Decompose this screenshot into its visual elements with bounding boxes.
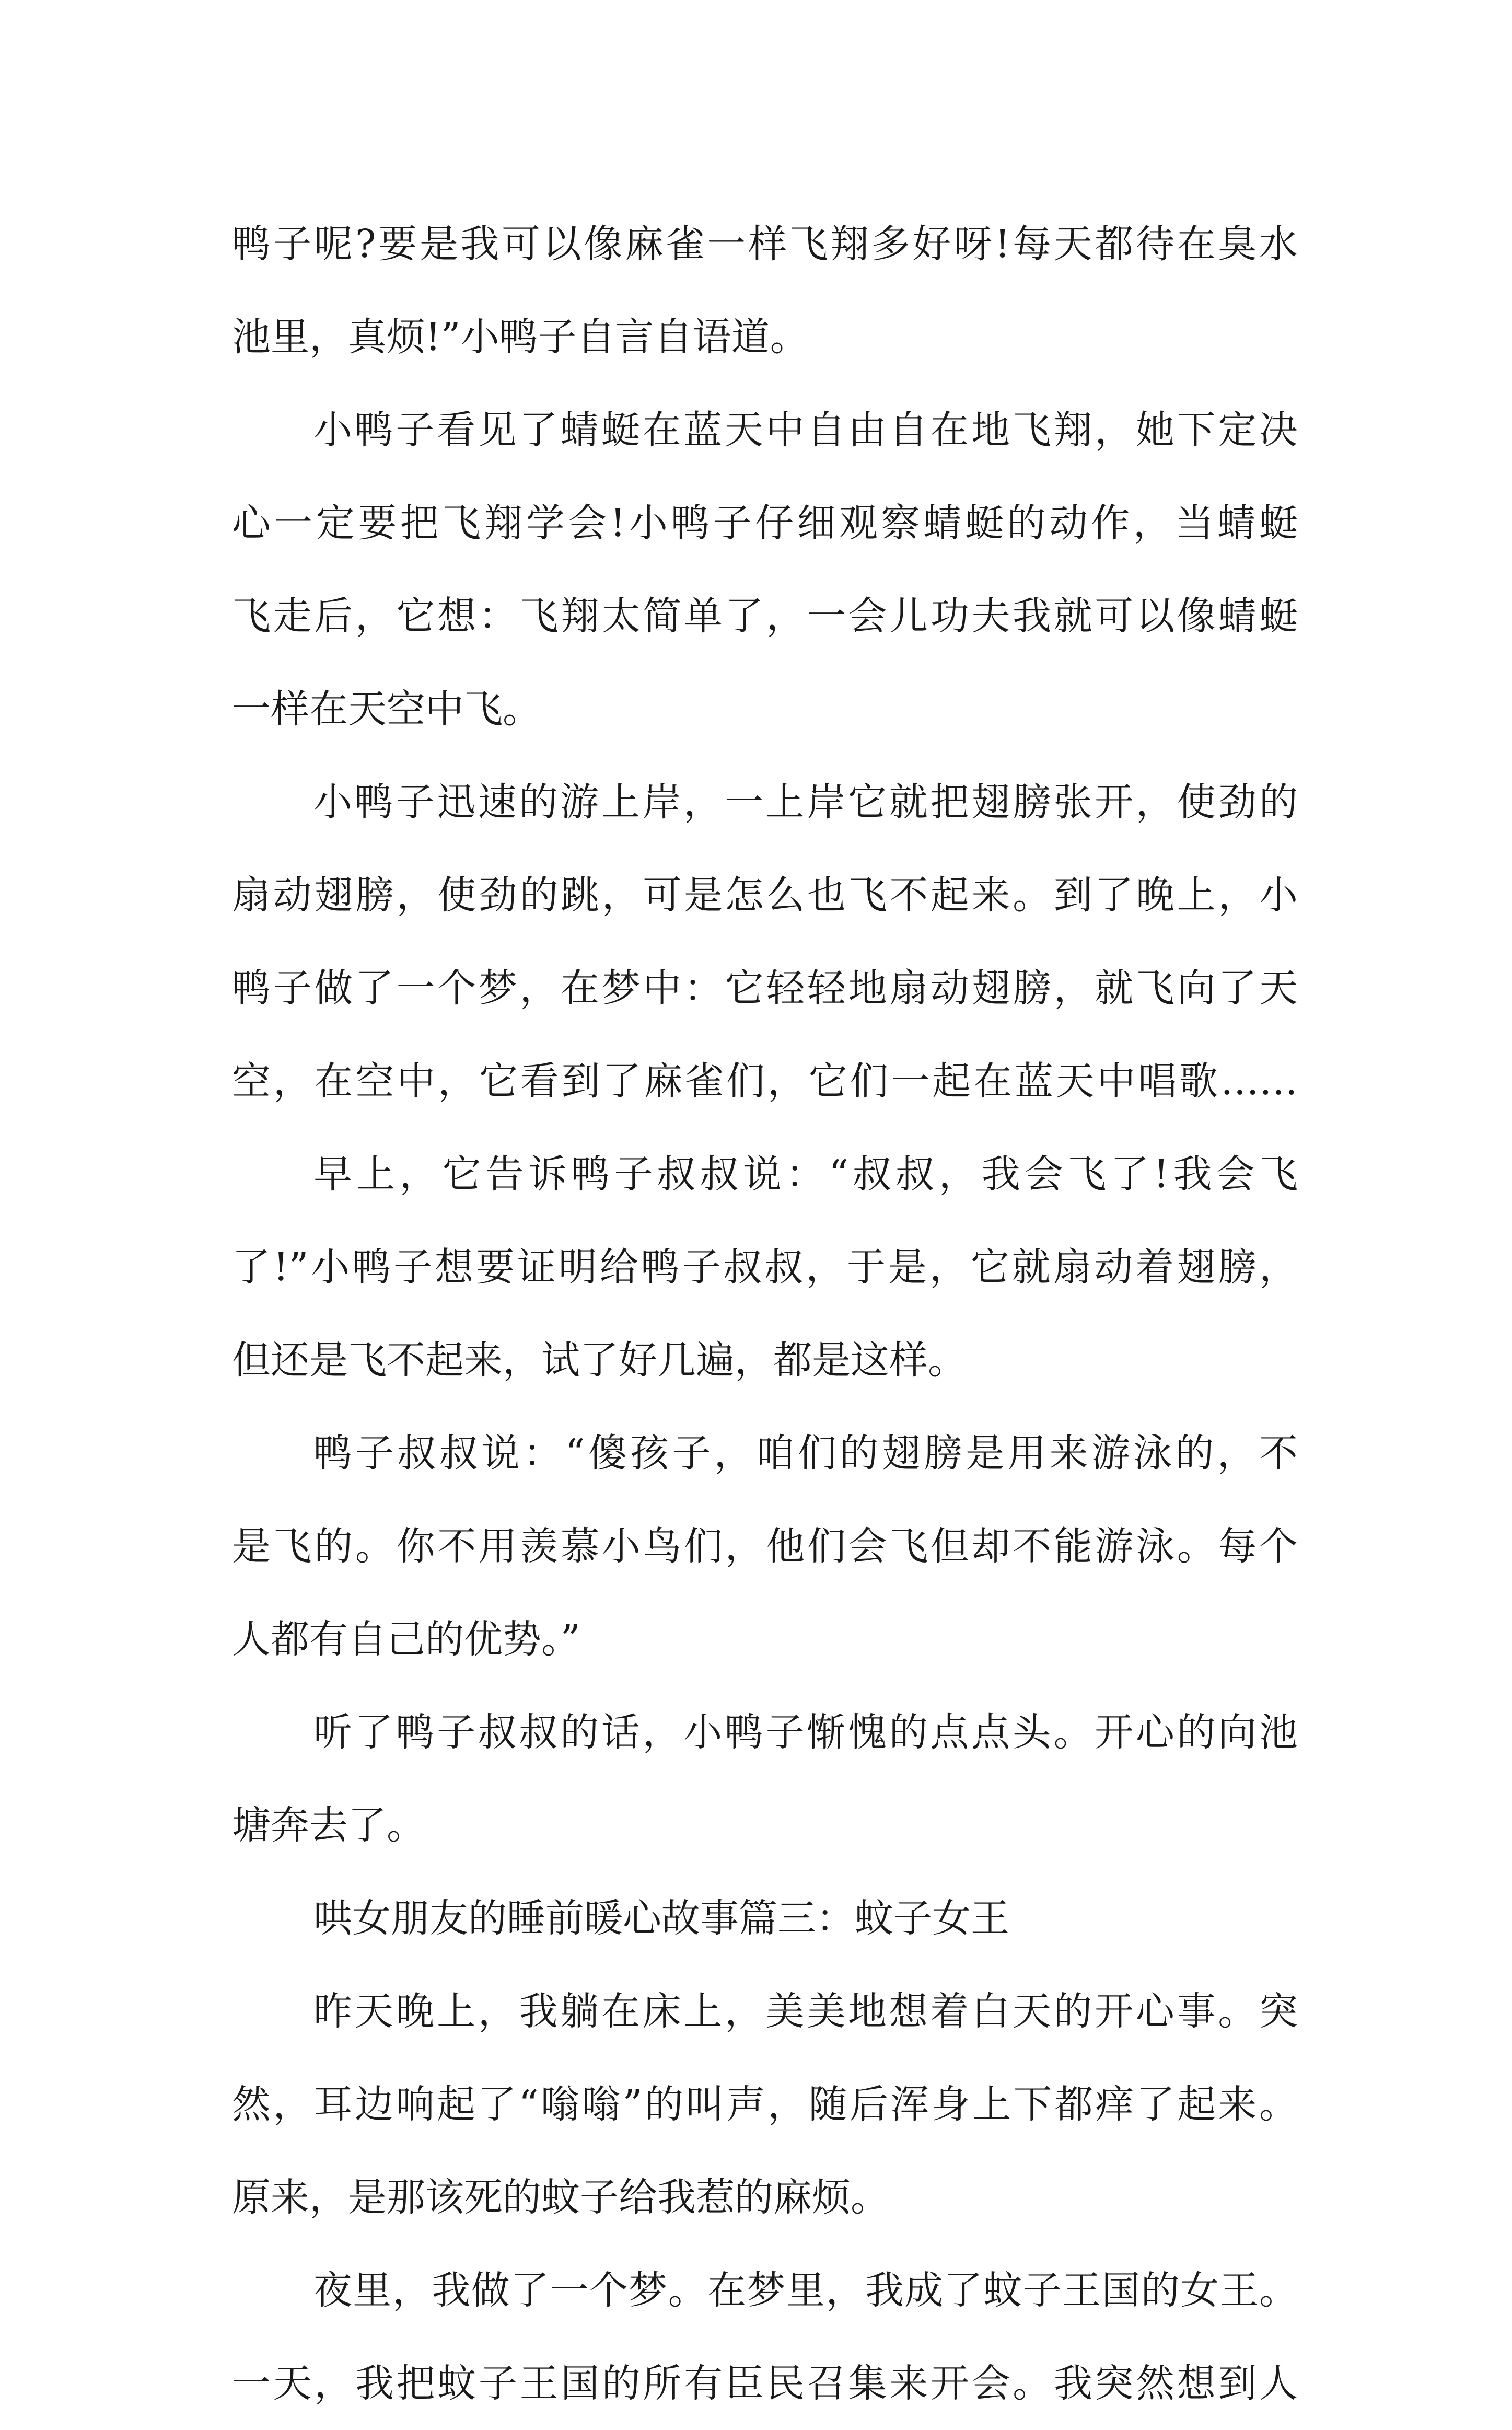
text-line: 是飞的。你不用羡慕小鸟们，他们会飞但却不能游泳。每个 — [232, 1524, 1298, 1569]
text-line: 鸭子做了一个梦，在梦中：它轻轻地扇动翅膀，就飞向了天 — [232, 966, 1298, 1011]
text-line: 然，耳边响起了“嗡嗡”的叫声，随后浑身上下都痒了起来。 — [232, 2082, 1298, 2127]
text-line: 鸭子呢?要是我可以像麻雀一样飞翔多好呀!每天都待在臭水 — [232, 222, 1298, 267]
text-line: 原来，是那该死的蚊子给我惹的麻烦。 — [232, 2175, 889, 2220]
text-line: 听了鸭子叔叔的话，小鸭子惭愧的点点头。开心的向池 — [313, 1710, 1298, 1755]
text-line: 一天，我把蚊子王国的所有臣民召集来开会。我突然想到人 — [232, 2361, 1298, 2406]
text-line: 小鸭子看见了蜻蜓在蓝天中自由自在地飞翔，她下定决 — [313, 408, 1298, 453]
text-line: 塘奔去了。 — [232, 1803, 425, 1848]
text-line: 早上，它告诉鸭子叔叔说：“叔叔，我会飞了!我会飞 — [313, 1152, 1298, 1197]
text-line: 昨天晚上，我躺在床上，美美地想着白天的开心事。突 — [313, 1989, 1298, 2034]
text-line: 空，在空中，它看到了麻雀们，它们一起在蓝天中唱歌…… — [232, 1059, 1298, 1104]
text-line: 小鸭子迅速的游上岸，一上岸它就把翅膀张开，使劲的 — [313, 780, 1298, 825]
text-line: 人都有自己的优势。” — [232, 1617, 580, 1662]
text-line: 飞走后，它想：飞翔太简单了，一会儿功夫我就可以像蜻蜓 — [232, 594, 1298, 639]
text-line: 夜里，我做了一个梦。在梦里，我成了蚊子王国的女王。 — [313, 2268, 1298, 2313]
text-line: 心一定要把飞翔学会!小鸭子仔细观察蜻蜓的动作，当蜻蜓 — [232, 501, 1298, 546]
text-line: 鸭子叔叔说：“傻孩子，咱们的翅膀是用来游泳的，不 — [313, 1431, 1298, 1476]
section-heading: 哄女朋友的睡前暖心故事篇三：蚊子女王 — [313, 1896, 1009, 1941]
text-line: 但还是飞不起来，试了好几遍，都是这样。 — [232, 1338, 967, 1383]
text-line: 了!”小鸭子想要证明给鸭子叔叔，于是，它就扇动着翅膀， — [232, 1245, 1298, 1290]
body-text — [232, 198, 1298, 2430]
text-line: 扇动翅膀，使劲的跳，可是怎么也飞不起来。到了晚上，小 — [232, 873, 1298, 918]
text-line: 一样在天空中飞。 — [232, 687, 541, 732]
text-line: 池里，真烦!”小鸭子自言自语道。 — [232, 315, 809, 360]
